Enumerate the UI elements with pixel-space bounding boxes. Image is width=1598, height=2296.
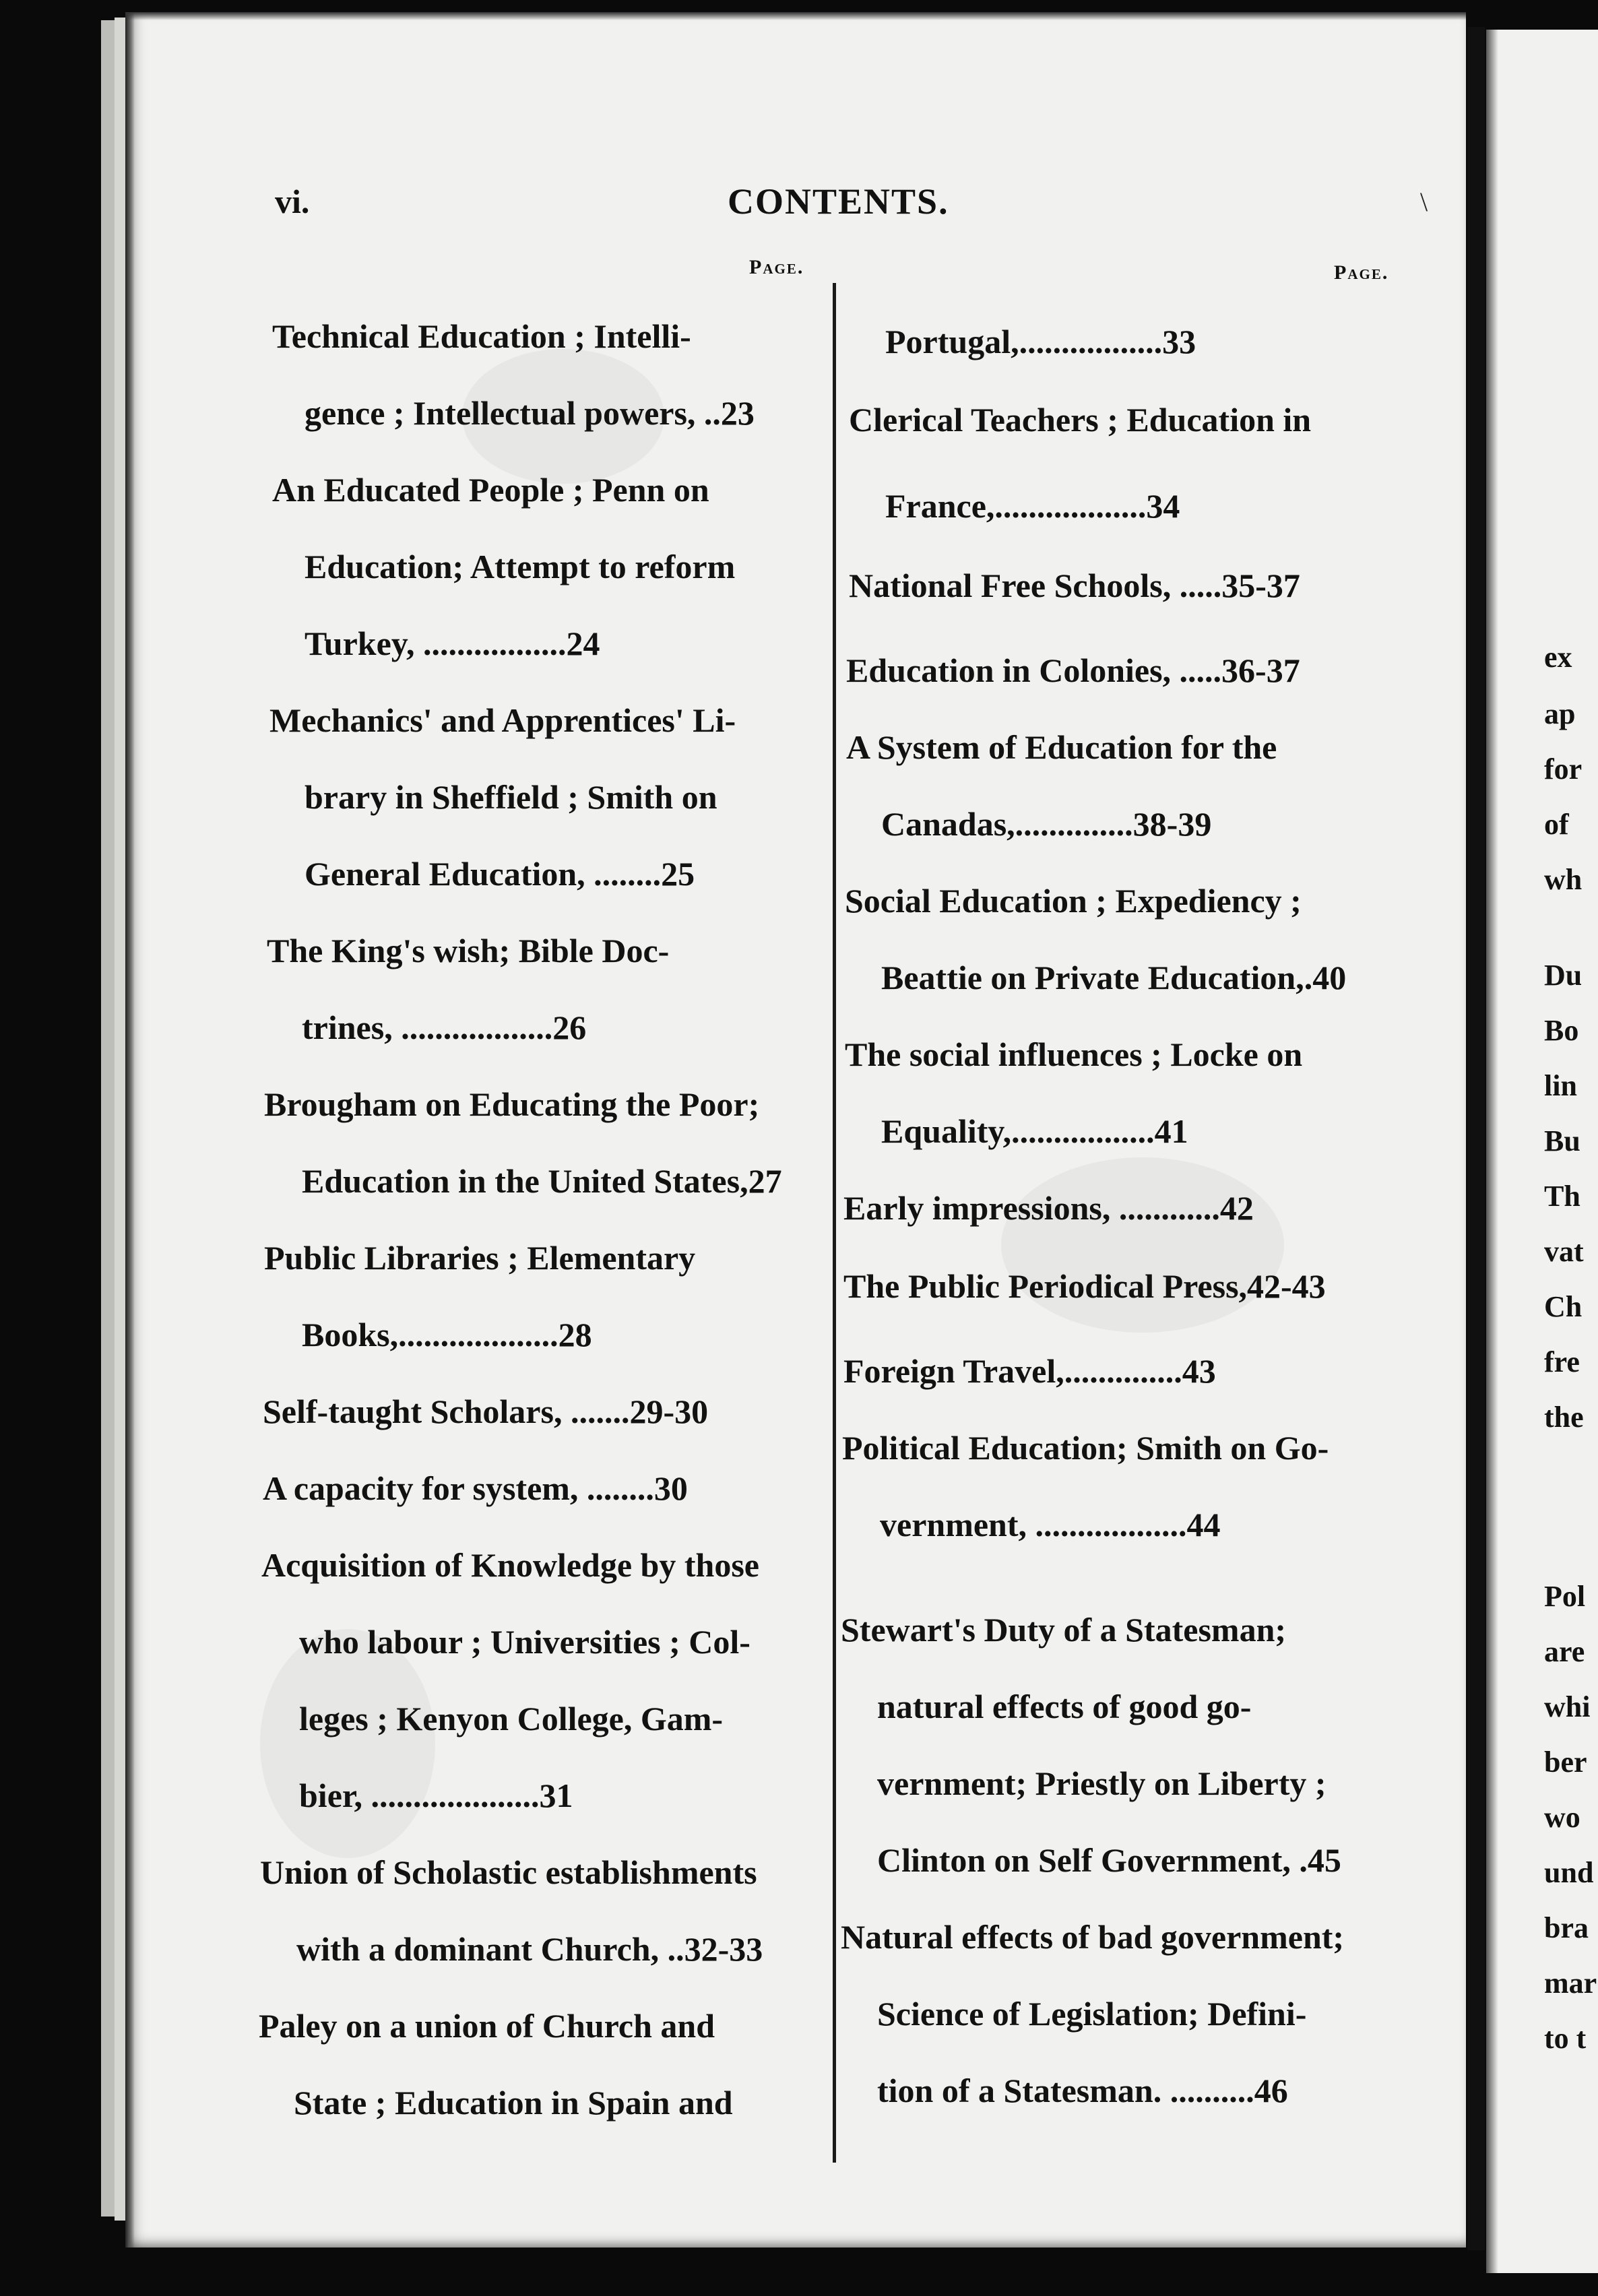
toc-line: Education; Attempt to reform [305,548,736,585]
facing-page-fragment: Th [1544,1180,1580,1213]
toc-line: Stewart's Duty of a Statesman; [841,1611,1287,1649]
toc-line: Portugal,.................33 [885,323,1196,360]
facing-page-fragment: vat [1544,1235,1584,1268]
page-number: vi. [275,183,310,220]
toc-line: Technical Education ; Intelli- [272,317,691,355]
facing-page-fragment: for [1544,753,1583,786]
toc-line: vernment; Priestly on Liberty ; [877,1764,1327,1802]
facing-page-fragment: und [1544,1856,1594,1889]
toc-line: brary in Sheffield ; Smith on [305,778,717,816]
toc-line: Clerical Teachers ; Education in [849,401,1312,439]
toc-line: Clinton on Self Government, .45 [877,1841,1341,1879]
facing-page-fragment: Bo [1544,1014,1579,1047]
toc-line: Early impressions, ............42 [843,1189,1254,1227]
facing-page-fragment: Pol [1544,1580,1586,1613]
toc-line: An Educated People ; Penn on [272,471,709,509]
facing-page-fragment: wh [1544,863,1583,896]
toc-line: Science of Legislation; Defini- [877,1995,1307,2033]
toc-line: Books,...................28 [302,1316,592,1353]
toc-line: The King's wish; Bible Doc- [267,932,670,969]
toc-line: Mechanics' and Apprentices' Li- [269,701,736,739]
toc-line: France,..................34 [885,487,1180,525]
toc-line: National Free Schools, .....35-37 [849,567,1300,604]
toc-line: Social Education ; Expediency ; [845,882,1302,920]
toc-line: Paley on a union of Church and [259,2007,715,2045]
facing-page-fragment: Ch [1544,1290,1583,1323]
facing-page-fragment: ap [1544,697,1576,730]
facing-page-fragment: mar [1544,1967,1597,2000]
toc-line: Union of Scholastic establishments [260,1853,757,1891]
toc-line: A System of Education for the [846,728,1277,766]
toc-line: tion of a Statesman. ..........46 [877,2072,1288,2109]
column-divider [833,283,836,2163]
page-left-shadow [125,12,135,2247]
facing-page-fragment: Bu [1544,1124,1580,1157]
toc-line: General Education, ........25 [305,855,695,893]
facing-page-fragment: fre [1544,1345,1580,1378]
facing-page-shadow [1486,30,1498,2273]
toc-line: A capacity for system, ........30 [263,1469,688,1507]
page-top-shadow [125,12,1466,20]
facing-page-fragment: bra [1544,1911,1589,1944]
facing-page-fragment: whi [1544,1690,1591,1723]
paper-stain [1001,1157,1284,1333]
facing-page-fragment: are [1544,1635,1585,1668]
facing-page-fragment: ber [1544,1746,1587,1779]
toc-line: Natural effects of bad government; [841,1918,1345,1956]
toc-line: vernment, ..................44 [880,1506,1221,1543]
toc-line: The Public Periodical Press,42-43 [843,1267,1326,1305]
page-column-label-left: Page. [749,256,804,278]
toc-line: Education in the United States,27 [302,1162,782,1200]
facing-page-fragment: wo [1544,1801,1580,1834]
toc-line: Acquisition of Knowledge by those [261,1546,759,1584]
printer-mark: \ [1420,187,1428,217]
toc-line: leges ; Kenyon College, Gam- [299,1700,724,1737]
toc-line: The social influences ; Locke on [845,1035,1303,1073]
toc-line: trines, ..................26 [302,1009,587,1046]
toc-line: Brougham on Educating the Poor; [264,1085,760,1123]
toc-line: Education in Colonies, .....36-37 [846,651,1300,689]
book-gutter [1467,27,1485,2250]
facing-page-fragment: to t [1544,2022,1587,2055]
facing-page-fragment: ex [1544,641,1572,674]
facing-page-fragment: lin [1544,1069,1577,1102]
page-title: CONTENTS. [728,181,949,222]
toc-line: with a dominant Church, ..32-33 [296,1930,763,1968]
paper-stain [260,1629,435,1858]
toc-line: Self-taught Scholars, .......29-30 [263,1393,709,1430]
toc-line: Foreign Travel,..............43 [843,1352,1216,1390]
facing-page-fragment: of [1544,808,1569,841]
toc-line: State ; Education in Spain and [294,2084,733,2122]
toc-line: Public Libraries ; Elementary [264,1239,696,1277]
toc-line: Beattie on Private Education,.40 [881,959,1347,996]
toc-line: who labour ; Universities ; Col- [299,1623,750,1661]
toc-line: bier, ....................31 [299,1777,573,1814]
facing-page-fragment: the [1544,1401,1584,1434]
toc-line: Canadas,..............38-39 [881,805,1212,843]
page-column-label-right: Page. [1334,261,1389,284]
toc-line: gence ; Intellectual powers, ..23 [305,394,755,432]
toc-line: Political Education; Smith on Go- [842,1429,1329,1467]
facing-page-fragment: Du [1544,959,1583,992]
toc-line: Turkey, .................24 [305,625,600,662]
toc-line: Equality,.................41 [881,1112,1188,1150]
toc-line: natural effects of good go- [877,1688,1252,1725]
